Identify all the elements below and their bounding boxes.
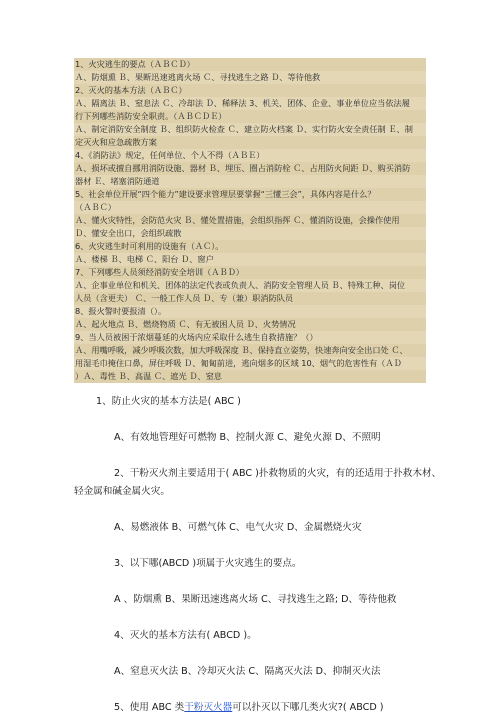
highlighted-line: 8、报火警时要报清（）。: [74, 305, 426, 318]
question-1-options: A、有效地管理好可燃物 B、控制火源 C、避免火源 D、不照明: [114, 432, 381, 443]
highlighted-line: Ｄ、懂安全出口，会组织疏散: [74, 227, 426, 240]
highlighted-line: 5、社会单位开展“四个能力”建设要求管理层要掌握“三懂三会”，具体内容是什么？: [74, 188, 426, 201]
question-5: [74, 701, 434, 715]
highlighted-line: 用湿毛巾掩住口鼻，屏住呼吸 Ｄ、匍匐前进，逃向烟多的区域 10、烟气的危害性有（ＡＤ: [74, 357, 426, 370]
highlighted-line: 7、下列哪些人员须经消防安全培训（ＡＢＤ）: [74, 266, 426, 279]
question-2-options: A、易燃液体 B、可燃气体 C、电气火灾 D、金属燃烧火灾: [114, 522, 362, 533]
highlighted-line: Ａ、企事业单位和机关、团体的法定代表或负责人、消防安全管理人员 Ｂ、特殊工种、岗位: [74, 279, 426, 292]
document-body: [74, 395, 442, 715]
highlighted-line: Ａ、楼梯 Ｂ、电梯 Ｃ、阳台 Ｄ、窗户: [74, 253, 426, 266]
highlighted-line: Ａ、起火地点 Ｂ、燃烧物质 Ｃ、有无被困人员 Ｄ、火势情况: [74, 318, 426, 331]
dry-powder-extinguisher-link[interactable]: 干粉灭火器: [184, 702, 233, 713]
question-4-options: A、窒息灭火法 B、冷却灭火法 C、隔离灭火法 D、抑制灭火法: [114, 666, 381, 677]
highlighted-line: 人员（含更夫） Ｃ、一般工作人员 Ｄ、专（兼）职消防队员: [74, 292, 426, 305]
highlighted-line: 9、当人员被困于浓烟蔓延的火场内应采取什么逃生自救措施？（）: [74, 331, 426, 344]
question-2: 2、干粉灭火剂主要适用于( ABC )扑救物质的火灾，有的还适用于扑救木材、: [114, 468, 442, 479]
highlighted-line: （ＡＢＣ）: [74, 201, 426, 214]
highlighted-line: 4、《消防法》规定，任何单位、个人不得（ＡＢＥ）: [74, 149, 426, 162]
question-3-options: A 、防烟熏 B、果断迅速逃离火场 C、寻找逃生之路; D、等待他救: [114, 594, 397, 605]
highlighted-line: 6、火灾逃生时可利用的设施有（ＡＣ）。: [74, 240, 426, 253]
highlighted-line: 定灭火和应急疏散方案: [74, 136, 426, 149]
highlighted-line: ）Ａ、毒性 Ｂ、高温 Ｃ、遮光 Ｄ、窒息: [74, 370, 426, 383]
highlighted-line: 1、火灾逃生的要点（ＡＢＣＤ）: [74, 58, 426, 71]
highlighted-line: 2、灭火的基本方法（ＡＢＣ）: [74, 84, 426, 97]
highlighted-line: Ａ、防烟熏 Ｂ、果断迅速逃离火场 Ｃ、寻找逃生之路 Ｄ、等待他救: [74, 71, 426, 84]
highlighted-line: Ａ、用嘴呼吸，减少呼吸次数，加大呼吸深度 Ｂ、保持直立姿势，快速奔向安全出口处 Ｃ、: [74, 344, 426, 357]
highlighted-line: 器材 Ｅ、堵塞消防通道: [74, 175, 426, 188]
highlighted-line: Ａ、隔离法 Ｂ、窒息法 Ｃ、冷却法 Ｄ、稀释法 3、机关、团体、企业、事业单位应当依法履: [74, 97, 426, 110]
highlighted-line: Ａ、懂火灾特性，会防范火灾 Ｂ、懂处置措施，会组织指挥 Ｃ、懂消防设施，会操作使用: [74, 214, 426, 227]
question-5-suffix: 可以扑灭以下哪几类火灾?( ABCD ): [232, 702, 384, 713]
highlighted-line: Ａ、制定消防安全制度 Ｂ、组织防火检查 Ｃ、建立防火档案 Ｄ、实行防火安全责任制 Ｅ、制: [74, 123, 426, 136]
question-2-continued: 轻金属和碱金属火灾。: [74, 486, 170, 497]
question-3: 3、以下哪(ABCD )项属于火灾逃生的要点。: [114, 558, 302, 569]
question-4: 4、灭火的基本方法有( ABCD )。: [114, 630, 257, 641]
question-5-prefix: 5、使用 ABC 类: [114, 702, 185, 713]
highlighted-question-block: [74, 58, 426, 383]
highlighted-line: 行下列哪些消防安全职责。（ＡＢＣＤＥ）: [74, 110, 426, 123]
question-1: 1、防止火灾的基本方法是( ABC ): [96, 396, 241, 407]
highlighted-line: Ａ、损坏或擅自挪用消防设施、器材 Ｂ、埋压、圈占消防栓 Ｃ、占用防火间距 Ｄ、购买消防: [74, 162, 426, 175]
